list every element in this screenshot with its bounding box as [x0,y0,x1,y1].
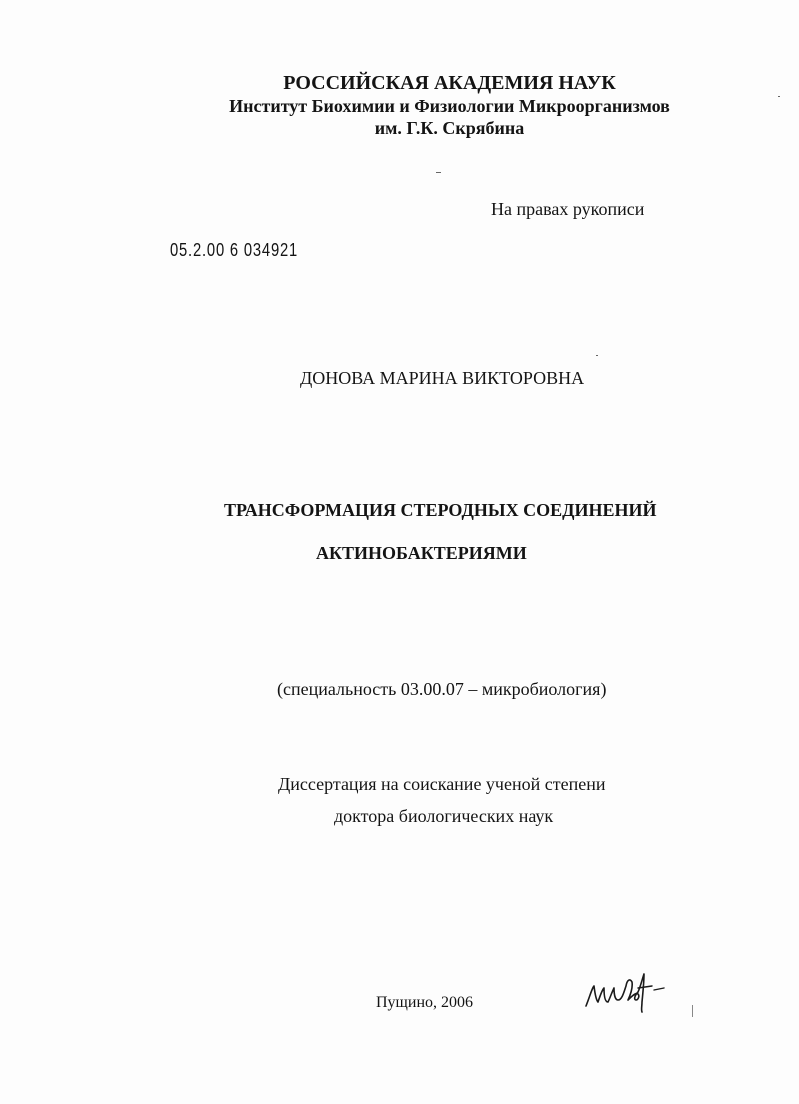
institute-heading: Институт Биохимии и Физиологии Микроорганизмов [229,96,670,116]
scan-speck [692,1005,693,1017]
degree-line-2: доктора биологических наук [334,806,554,826]
scan-speck [596,355,598,356]
author-name: ДОНОВА МАРИНА ВИКТОРОВНА [300,368,585,388]
dissertation-title-line-2: АКТИНОБАКТЕРИЯМИ [316,543,527,563]
handwritten-signature-icon [582,966,672,1016]
specialty-line: (специальность 03.00.07 – микробиология) [277,679,607,699]
dissertation-title-line-1: ТРАНСФОРМАЦИЯ СТЕРОДНЫХ СОЕДИНЕНИЙ [224,500,657,520]
registry-number-stamp: 05.2.00 6 034921 [170,240,299,260]
degree-line-1: Диссертация на соискание ученой степени [278,774,606,794]
academy-heading: РОССИЙСКАЯ АКАДЕМИЯ НАУК [283,72,616,94]
manuscript-rights-note: На правах рукописи [491,199,645,219]
institute-namesake: им. Г.К. Скрябина [374,118,525,138]
place-and-year: Пущино, 2006 [376,994,473,1011]
scan-speck [778,96,780,97]
scan-speck [436,172,441,173]
